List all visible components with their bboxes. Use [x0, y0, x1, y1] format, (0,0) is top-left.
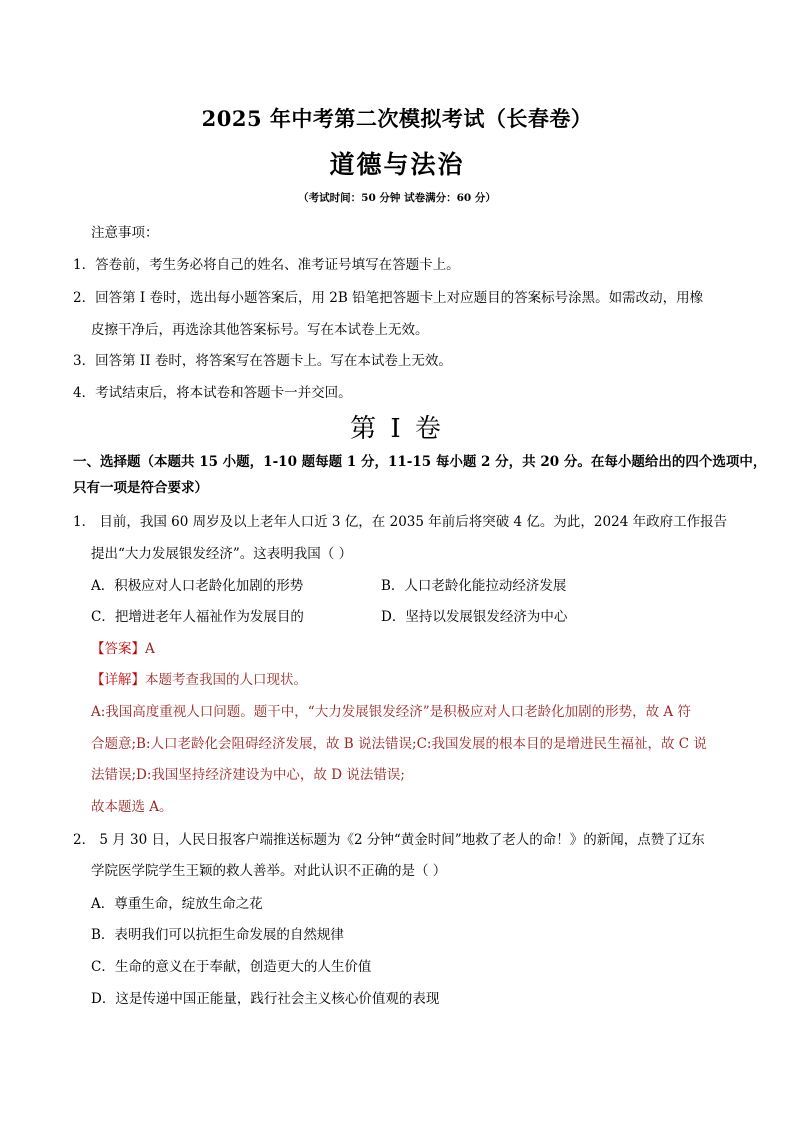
- q1-explanation-1: A:我国高度重视人口问题。题干中，“大力发展银发经济”是积极应对人口老龄化加剧的形势，故 A 符: [91, 704, 691, 720]
- notice-item-4: 4．考试结束后，将本试卷和答题卡一并交回。: [73, 385, 352, 401]
- q1-answer: [91, 637, 155, 657]
- q1-explanation-2: 合题意;B:人口老龄化会阻碍经济发展，故 B 说法错误;C:我国发展的根本目的是增进民生福祉，故 C 说: [91, 736, 707, 752]
- q1-option-c: C．把增进老年人福祉作为发展目的: [91, 609, 304, 625]
- q1-option-a: A．积极应对人口老龄化加剧的形势: [91, 578, 304, 594]
- notice-item-2: 2．回答第 I 卷时，选出每小题答案后，用 2B 铅笔把答题卡上对应题目的答案标号涂黑。如需改动，用橡: [73, 290, 704, 306]
- subject-title: 道德与法治: [329, 150, 465, 179]
- q1-option-b: B．人口老龄化能拉动经济发展: [381, 578, 567, 594]
- q2-option-a: A．尊重生命，绽放生命之花: [91, 896, 263, 912]
- q1-stem-1: 1． 目前，我国 60 周岁及以上老年人口近 3 亿，在 2035 年前后将突破 4 亿。为此，2024 年政府工作报告: [73, 514, 728, 530]
- notice-item-3: 3．回答第 II 卷时，将答案写在答题卡上。写在本试卷上无效。: [73, 353, 452, 369]
- answer-tag: 【答案】: [91, 641, 145, 657]
- section-instruction-2: 只有一项是符合要求）: [73, 480, 208, 496]
- detail-intro: 本题考查我国的人口现状。: [145, 672, 307, 688]
- notice-item-1: 1．答卷前，考生务必将自己的姓名、准考证号填写在答题卡上。: [73, 257, 460, 273]
- exam-info: （考试时间：50 分钟 试卷满分：60 分）: [298, 192, 496, 204]
- q1-detail: [91, 668, 307, 688]
- q2-option-d: D．这是传递中国正能量，践行社会主义核心价值观的表现: [91, 991, 440, 1007]
- section-instruction-1: 一、选择题（本题共 15 小题，1-10 题每题 1 分，11-15 每小题 2 分，共 20 分。在每小题给出的四个选项中，: [73, 454, 767, 470]
- q2-stem-2: 学院医学院学生王颖的救人善举。对此认识不正确的是（ ）: [91, 863, 447, 879]
- answer-value: A: [145, 641, 155, 657]
- q1-stem-2: 提出“大力发展银发经济”。这表明我国（ ）: [91, 546, 353, 562]
- detail-tag: 【详解】: [91, 672, 145, 688]
- q2-stem-1: 2． 5 月 30 日，人民日报客户端推送标题为《2 分钟“黄金时间”地救了老人的命！》的新闻，点赞了辽东: [73, 832, 705, 848]
- q2-option-c: C．生命的意义在于奉献，创造更大的人生价值: [91, 959, 372, 975]
- exam-title: 2025 年中考第二次模拟考试（长春卷）: [201, 106, 593, 131]
- q1-conclusion: 故本题选 A。: [91, 799, 173, 815]
- notice-item-2-cont: 皮擦干净后，再选涂其他答案标号。写在本试卷上无效。: [91, 322, 429, 338]
- q1-explanation-3: 法错误;D:我国坚持经济建设为中心，故 D 说法错误;: [91, 767, 405, 783]
- section-title: 第 I 卷: [350, 414, 444, 444]
- q2-option-b: B．表明我们可以抗拒生命发展的自然规律: [91, 927, 344, 943]
- q1-option-d: D．坚持以发展银发经济为中心: [381, 609, 568, 625]
- notice-heading: 注意事项：: [91, 225, 159, 241]
